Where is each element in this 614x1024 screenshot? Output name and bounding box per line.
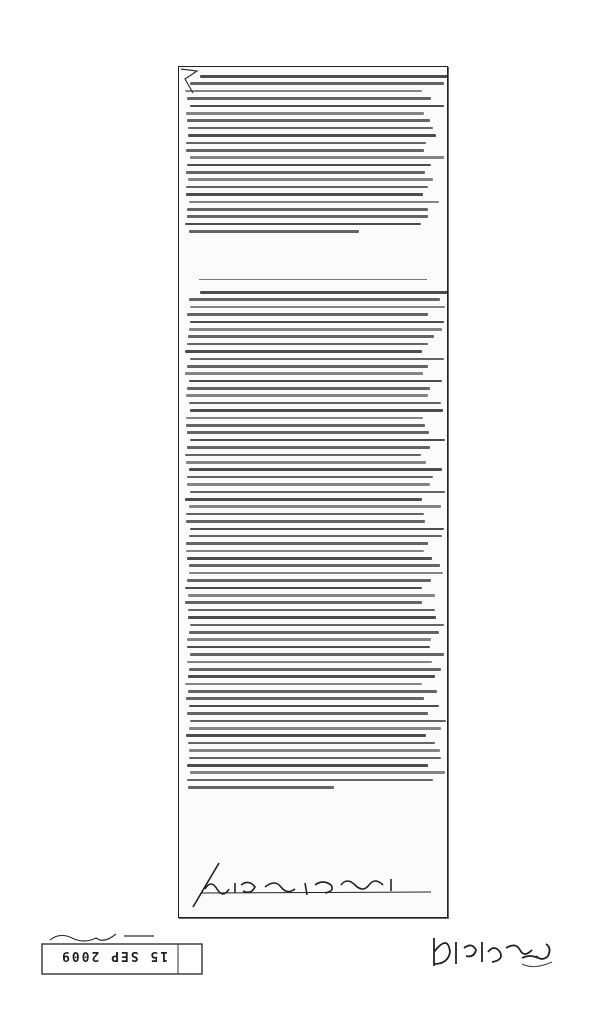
text-line <box>187 97 431 100</box>
text-line <box>190 321 445 324</box>
text-line <box>188 134 436 137</box>
text-line <box>189 535 442 538</box>
text-line <box>189 230 359 233</box>
text-line <box>190 720 446 723</box>
text-line <box>189 705 439 708</box>
text-line <box>186 193 424 196</box>
text-line <box>187 779 432 782</box>
newspaper-clipping <box>178 66 448 918</box>
text-line <box>185 372 422 375</box>
text-line <box>189 749 440 752</box>
text-line <box>189 298 440 301</box>
text-line <box>189 572 442 575</box>
text-line <box>185 683 422 686</box>
text-line <box>187 215 429 218</box>
handwritten-signature-block <box>189 859 437 909</box>
text-line <box>186 186 427 189</box>
text-line <box>187 638 431 641</box>
text-line <box>186 520 425 523</box>
text-line <box>189 380 442 383</box>
text-line <box>188 616 436 619</box>
paragraph-divider <box>199 279 427 280</box>
text-line <box>186 424 425 427</box>
text-line <box>186 171 425 174</box>
handwritten-signature <box>201 875 431 895</box>
text-line <box>186 513 425 516</box>
text-line <box>185 454 421 457</box>
text-line <box>185 498 422 501</box>
text-line <box>188 786 334 789</box>
text-line <box>186 697 424 700</box>
text-line <box>187 712 429 715</box>
text-line <box>186 734 426 737</box>
text-line <box>187 764 429 767</box>
text-line <box>189 631 439 634</box>
text-line <box>190 491 445 494</box>
text-line <box>190 105 444 108</box>
text-line <box>187 208 429 211</box>
text-line <box>200 291 448 294</box>
text-line <box>190 156 445 159</box>
text-line <box>190 409 444 412</box>
text-line <box>187 446 431 449</box>
text-line <box>188 609 435 612</box>
text-line <box>190 358 444 361</box>
text-line <box>187 119 430 122</box>
text-line <box>188 178 434 181</box>
text-line <box>186 417 424 420</box>
text-line <box>187 431 429 434</box>
text-line <box>190 439 445 442</box>
text-line <box>188 335 434 338</box>
text-line <box>188 594 435 597</box>
text-line <box>187 661 431 664</box>
text-line <box>189 668 441 671</box>
text-line <box>186 149 424 152</box>
text-line <box>187 313 429 316</box>
text-line <box>186 542 427 545</box>
text-line <box>186 550 424 553</box>
text-line <box>187 557 432 560</box>
text-line <box>185 350 422 353</box>
text-line <box>187 476 432 479</box>
text-line <box>189 727 441 730</box>
text-line <box>185 587 422 590</box>
text-line <box>188 127 434 130</box>
text-line <box>190 82 444 85</box>
text-line <box>190 771 445 774</box>
bottom-signature <box>430 930 570 976</box>
text-line <box>187 579 431 582</box>
article-paragraph-1 <box>185 75 441 238</box>
text-line <box>200 75 448 78</box>
text-line <box>190 624 445 627</box>
text-line <box>189 402 441 405</box>
text-line <box>186 394 427 397</box>
text-line <box>187 483 430 486</box>
text-line <box>188 675 435 678</box>
text-line <box>189 505 441 508</box>
text-line <box>185 223 421 226</box>
text-line <box>187 365 429 368</box>
text-line <box>188 742 435 745</box>
stamp-date-text: 15 SEP 2009 <box>60 948 169 963</box>
text-line <box>189 757 441 760</box>
pen-stroke-mark <box>189 859 225 909</box>
text-line <box>186 142 426 145</box>
text-line <box>189 328 441 331</box>
text-line <box>187 164 431 167</box>
text-line <box>185 601 422 604</box>
text-line <box>187 646 430 649</box>
text-line <box>186 112 424 115</box>
text-line <box>190 306 445 309</box>
article-paragraph-2 <box>185 291 441 794</box>
text-line <box>188 690 436 693</box>
text-line <box>187 387 430 390</box>
text-line <box>190 653 444 656</box>
text-line <box>190 528 444 531</box>
text-line <box>189 468 442 471</box>
text-line <box>187 343 429 346</box>
text-line <box>189 564 440 567</box>
text-line <box>185 90 422 93</box>
text-line <box>189 201 439 204</box>
text-line <box>186 461 426 464</box>
